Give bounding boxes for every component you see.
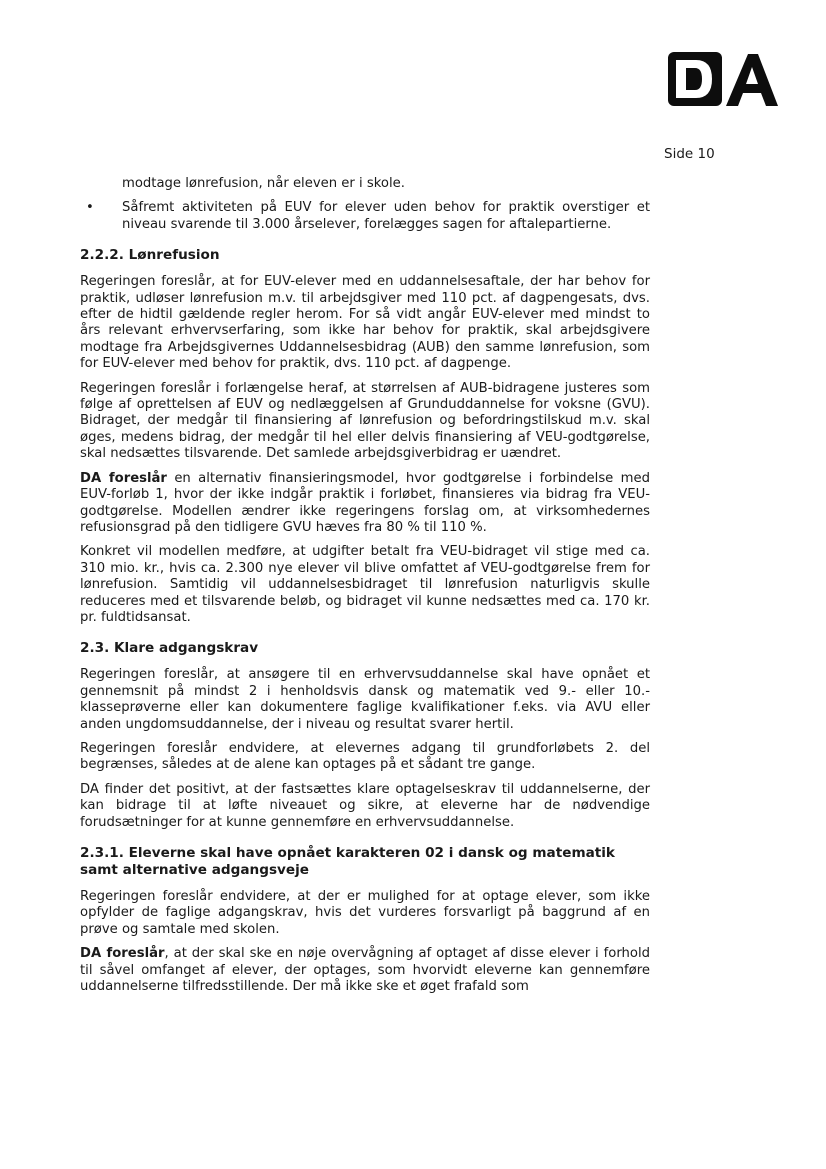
heading-2-3-1: 2.3.1. Eleverne skal have opnået karakteren 02 i dansk og matematik samt alternative adgangsveje — [80, 845, 615, 878]
paragraph: Regeringen foreslår i forlængelse heraf, at størrelsen af AUB-bidragene justeres som følge af oprettelsen af EUV og nedlæggelsen af Grunduddannelse for voksne (GVU). Bidraget, der medgår til finansiering af lønrefusion og befordringstilskud m.v. skal øges, medens bidrag, der medgår til hel eller delvis finansiering af VEU-godtgørelse, skal nedsættes tilsvarende. Det samlede arbejdsgiverbidrag er uændret. — [80, 380, 650, 462]
continuation-line: modtage lønrefusion, når eleven er i skole. — [122, 176, 405, 191]
paragraph-text: , at der skal ske en nøje overvågning af optaget af disse elever i forhold til såvel omfanget af elever, der optages, som hvorvidt eleverne kan gennemføre uddannelserne tilfredsstillende. Der må ikke ske et øget frafald som — [80, 946, 650, 995]
paragraph — [80, 471, 650, 537]
paragraph: Regeringen foreslår endvidere, at elevernes adgang til grundforløbets 2. del begrænses, således at de alene kan optages på et sådant tre gange. — [80, 740, 650, 773]
document-body — [80, 176, 650, 1003]
heading-2-3: 2.3. Klare adgangskrav — [80, 640, 259, 657]
page-number: Side 10 — [664, 146, 715, 162]
bullet-icon: • — [86, 200, 94, 216]
heading-2-2-2: 2.2.2. Lønrefusion — [80, 247, 220, 264]
bold-lead: DA foreslår — [80, 946, 165, 962]
paragraph: DA finder det positivt, at der fastsættes klare optagelseskrav til uddannelserne, der kan bidrage til at løfte niveauet og sikre, at eleverne har de nødvendige forudsætninger for at kunne gennemføre en erhvervsuddannelse. — [80, 781, 650, 830]
bold-lead: DA foreslår — [80, 470, 167, 486]
paragraph — [80, 946, 650, 995]
paragraph: Regeringen foreslår, at for EUV-elever med en uddannelsesaftale, der har behov for praktik, udløser lønrefusion m.v. til arbejdsgiver med 110 pct. af dagpengesats, dvs. efter de hidtil gældende regler herom. For så vidt angår EUV-elever med mindst to års relevant erhvervserfaring, som ikke har behov for praktik, skal arbejdsgivere modtage fra Arbejdsgivernes Uddannelsesbidrag (AUB) den samme lønrefusion, som for EUV-elever med behov for praktik, dvs. 110 pct. af dagpenge. — [80, 274, 650, 372]
paragraph: Konkret vil modellen medføre, at udgifter betalt fra VEU-bidraget vil stige med ca. 310 mio. kr., hvis ca. 2.300 nye elever vil blive omfattet af VEU-godtgørelse frem for lønrefusion. Samtidig vil uddannelsesbidraget til lønrefusion naturligvis skulle reduceres med et tilsvarende beløb, og bidraget vil kunne nedsættes med ca. 170 kr. pr. fuldtidsansat. — [80, 544, 650, 625]
bullet-text: Såfremt aktiviteten på EUV for elever uden behov for praktik overstiger et niveau svarende til 3.000 årselever, forelægges sagen for aftalepartierne. — [122, 200, 650, 232]
paragraph: Regeringen foreslår, at ansøgere til en erhvervsuddannelse skal have opnået et gennemsnit på mindst 2 i henholdsvis dansk og matematik ved 9.- eller 10.-klasseprøverne eller kan dokumentere faglige kvalifikationer f.eks. via AVU eller anden ungdomsuddannelse, der i niveau og resultat svarer hertil. — [80, 667, 650, 732]
da-logo — [668, 48, 778, 112]
paragraph: Regeringen foreslår endvidere, at der er mulighed for at optage elever, som ikke opfylder de faglige adgangskrav, hvis det vurderes forsvarligt på baggrund af en prøve og samtale med skolen. — [80, 889, 650, 937]
bullet-item — [80, 200, 650, 233]
paragraph-text: en alternativ finansieringsmodel, hvor godtgørelse i forbindelse med EUV-forløb 1, hvor der ikke indgår praktik i forløbet, finansieres via bidrag fra VEU-godtgørelse. Modellen ændrer ikke regeringens forslag om, at virksomhedernes refusionsgrad på den tidligere GVU hæves fra 80 % til 110 %. — [80, 470, 650, 535]
